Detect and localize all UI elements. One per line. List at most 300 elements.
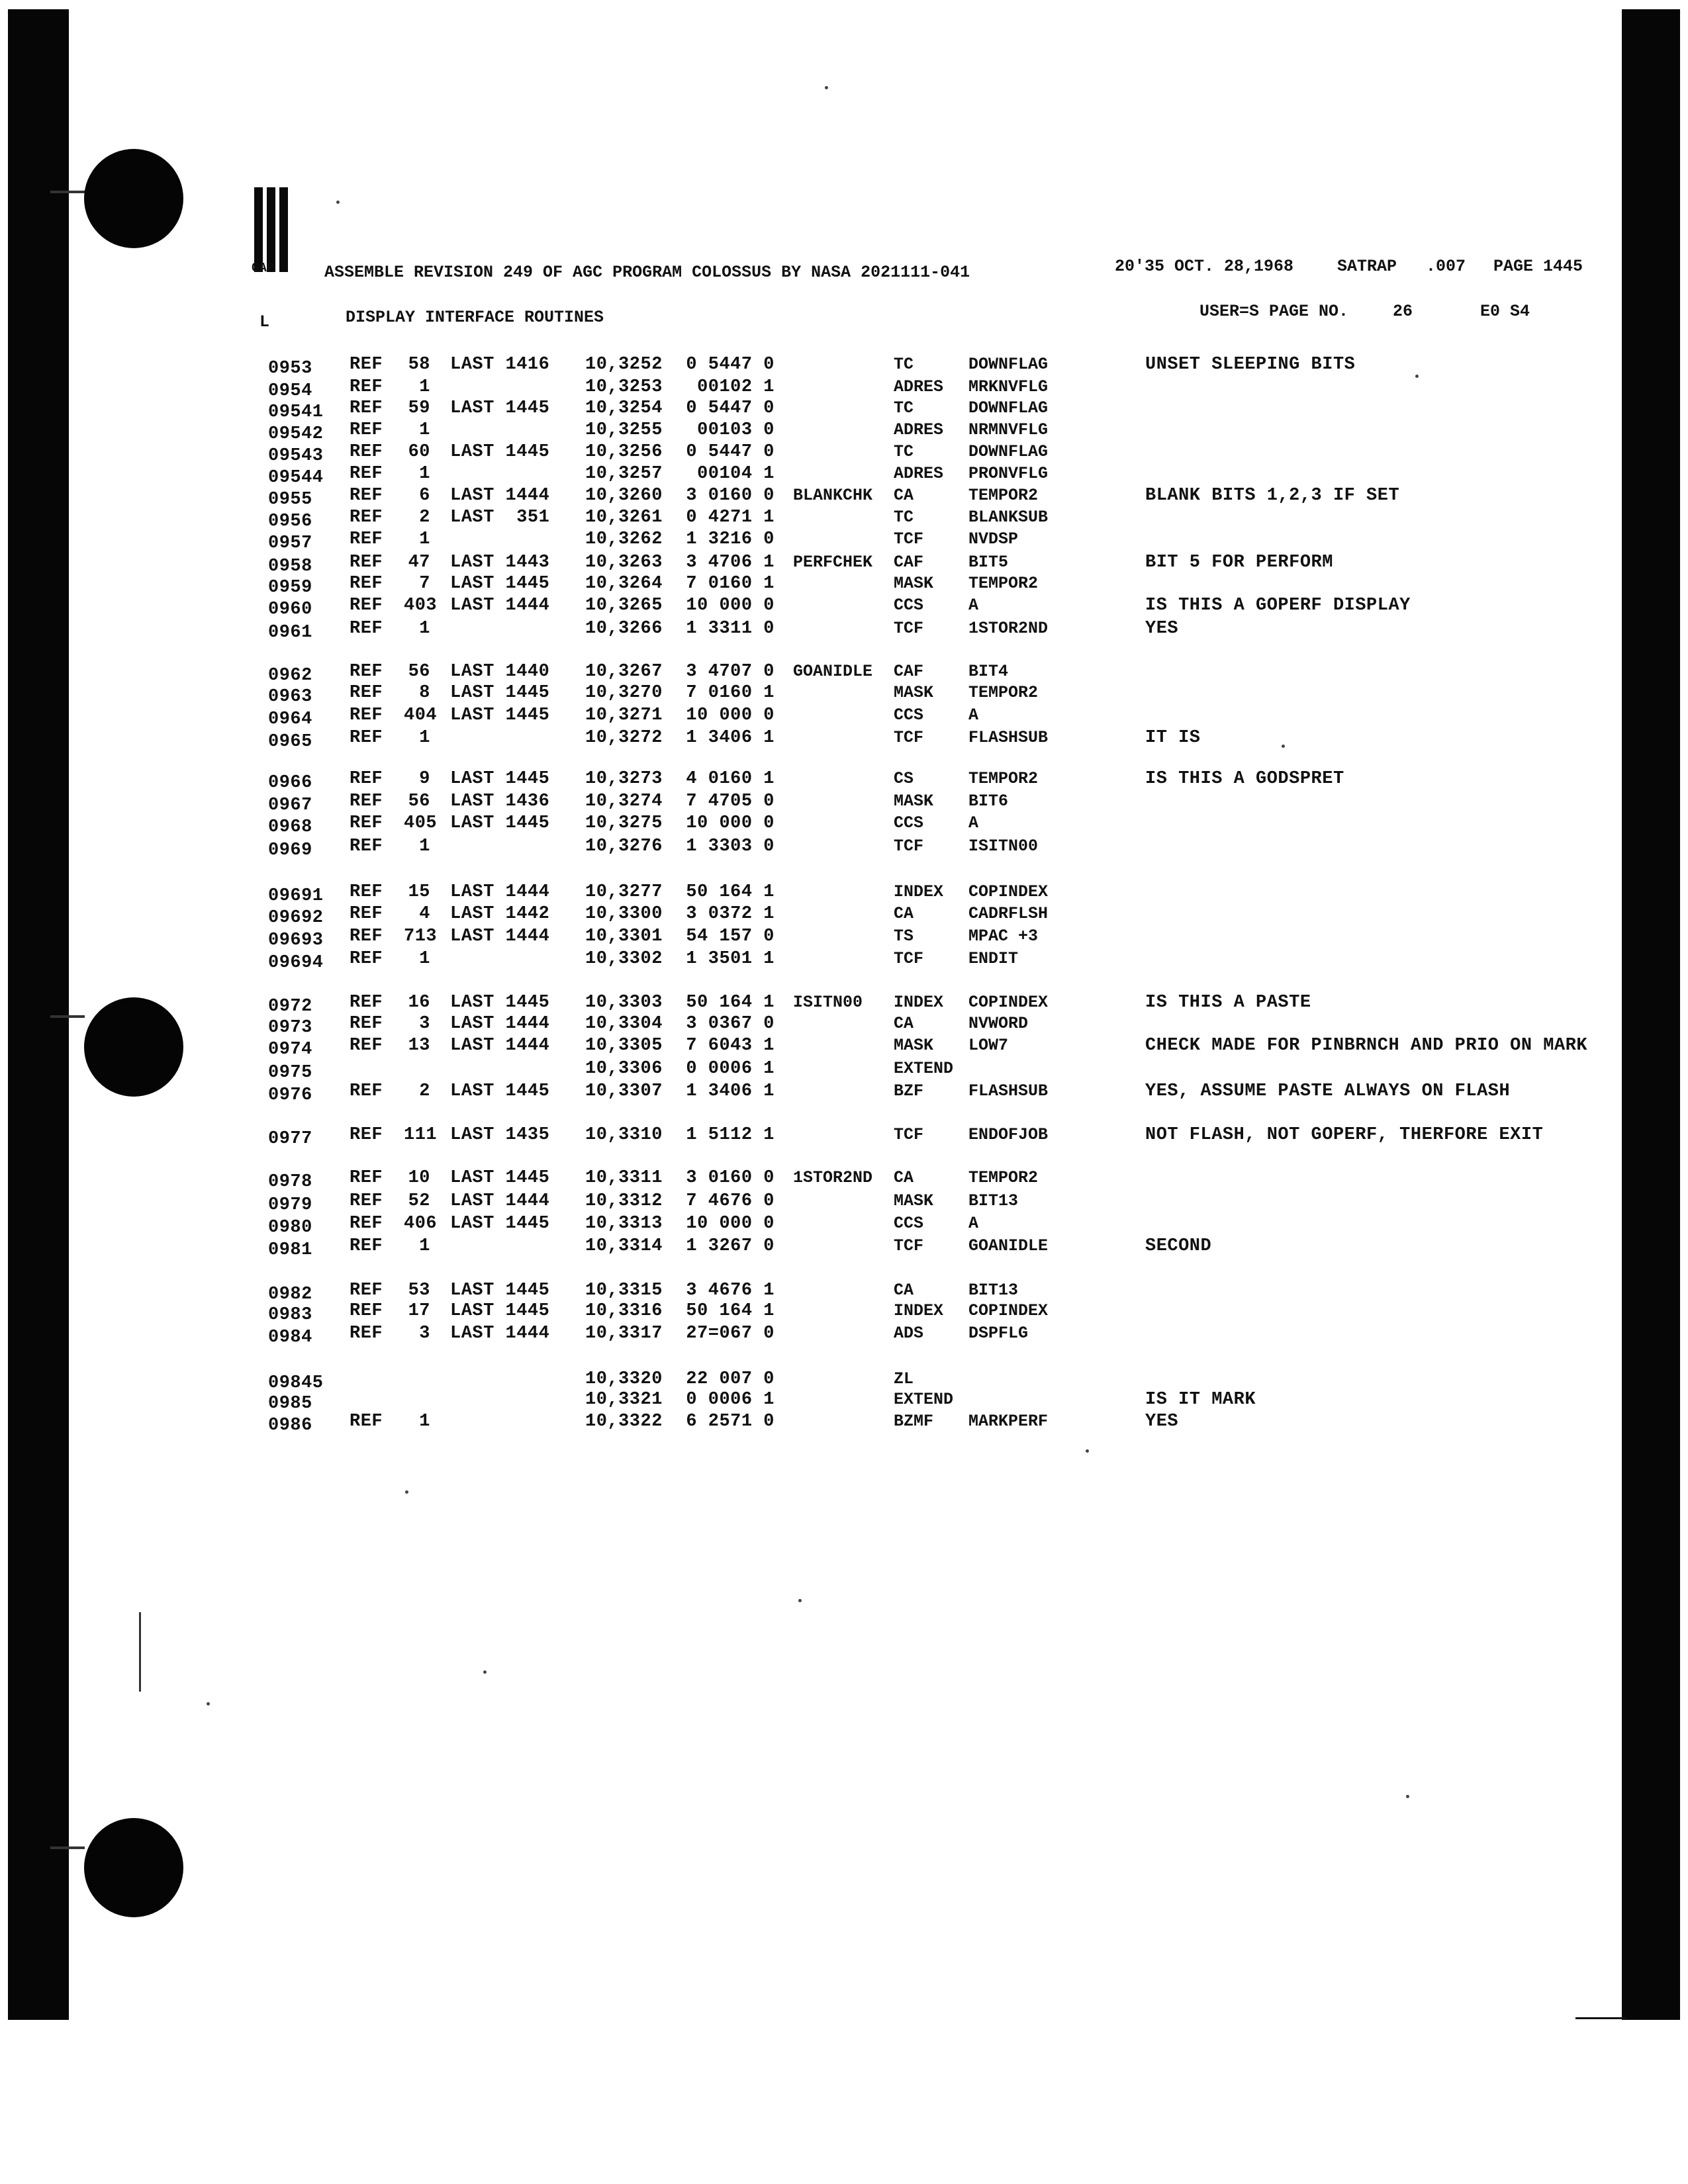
octal-word: 6 2571 0: [686, 1412, 774, 1432]
operand: DOWNFLAG: [968, 355, 1049, 374]
last-ref: LAST 1444: [450, 882, 550, 902]
section-marker: L: [259, 312, 270, 332]
address: 10,3253: [585, 377, 663, 397]
punch-hole-bottom: [84, 1818, 183, 1917]
operand: TEMPOR2: [968, 683, 1039, 702]
line-number: 09691: [268, 886, 324, 906]
octal-word: 0 0006 1: [686, 1059, 774, 1079]
hole-tick-3: [50, 1846, 85, 1849]
octal-word: 7 6043 1: [686, 1036, 774, 1056]
opcode: TC: [894, 508, 914, 527]
ref-count: 713: [404, 927, 438, 946]
ref-count: 53: [408, 1281, 430, 1300]
hole-tick-1: [50, 191, 85, 193]
line-number: 0986: [268, 1416, 312, 1435]
octal-word: 3 0372 1: [686, 904, 774, 924]
address: 10,3301: [585, 927, 663, 946]
line-number: 09693: [268, 931, 324, 950]
ref-count: 2: [419, 508, 430, 527]
address: 10,3262: [585, 529, 663, 549]
comment: IS THIS A GODSPRET: [1145, 769, 1344, 789]
scan-speck: [1282, 745, 1285, 748]
opcode: CA: [894, 486, 914, 505]
ref-keyword: REF: [350, 1236, 383, 1256]
ref-keyword: REF: [350, 728, 383, 748]
octal-word: 10 000 0: [686, 1214, 774, 1234]
opcode: EXTEND: [894, 1390, 954, 1409]
scan-speck: [1415, 375, 1419, 378]
ref-keyword: REF: [350, 1125, 383, 1145]
address: 10,3306: [585, 1059, 663, 1079]
ref-count: 60: [408, 442, 430, 462]
ref-count: 58: [408, 355, 430, 375]
ref-count: 56: [408, 792, 430, 811]
scan-speck: [405, 1490, 408, 1494]
operand: DOWNFLAG: [968, 442, 1049, 461]
listing-version: .007: [1426, 257, 1466, 276]
last-ref: LAST 1416: [450, 355, 550, 375]
line-number: 0958: [268, 557, 312, 576]
octal-word: 0 5447 0: [686, 398, 774, 418]
ref-count: 8: [419, 683, 430, 703]
operand: COPINDEX: [968, 993, 1049, 1012]
ref-count: 3: [419, 1014, 430, 1034]
address: 10,3300: [585, 904, 663, 924]
ref-count: 1: [419, 619, 430, 639]
ref-count: 59: [408, 398, 430, 418]
ref-keyword: REF: [350, 813, 383, 833]
opcode: ADRES: [894, 464, 944, 483]
ref-keyword: REF: [350, 619, 383, 639]
ref-count: 1: [419, 728, 430, 748]
octal-word: 1 3501 1: [686, 949, 774, 969]
line-number: 09694: [268, 953, 324, 973]
comment: IS THIS A GOPERF DISPLAY: [1145, 596, 1411, 615]
ref-count: 404: [404, 705, 438, 725]
octal-word: 3 4676 1: [686, 1281, 774, 1300]
ref-keyword: REF: [350, 464, 383, 484]
operand: COPINDEX: [968, 1301, 1049, 1320]
comment: IS IT MARK: [1145, 1390, 1256, 1410]
last-ref: LAST 1445: [450, 705, 550, 725]
line-number: 0968: [268, 817, 312, 837]
opcode: TC: [894, 442, 914, 461]
last-ref: LAST 1445: [450, 683, 550, 703]
address: 10,3264: [585, 574, 663, 594]
last-ref: LAST 1445: [450, 1281, 550, 1300]
line-number: 0976: [268, 1085, 312, 1105]
listing-code: E0 S4: [1480, 302, 1530, 321]
octal-word: 22 007 0: [686, 1369, 774, 1389]
ref-count: 111: [404, 1125, 438, 1145]
operand: BIT13: [968, 1191, 1019, 1210]
ref-keyword: REF: [350, 486, 383, 506]
ref-keyword: REF: [350, 1168, 383, 1188]
opcode: CA: [894, 904, 914, 923]
last-ref: LAST 1445: [450, 1301, 550, 1321]
octal-word: 7 0160 1: [686, 683, 774, 703]
line-number: 09544: [268, 468, 324, 488]
scan-speck: [336, 201, 340, 204]
last-ref: LAST 1444: [450, 1191, 550, 1211]
operand: MPAC +3: [968, 927, 1039, 946]
ref-keyword: REF: [350, 1014, 383, 1034]
octal-word: 7 4705 0: [686, 792, 774, 811]
opcode: MASK: [894, 792, 934, 811]
opcode: ADS: [894, 1324, 924, 1343]
ref-keyword: REF: [350, 596, 383, 615]
ref-keyword: REF: [350, 1324, 383, 1343]
octal-word: 27=067 0: [686, 1324, 774, 1343]
ref-count: 7: [419, 574, 430, 594]
opcode: CCS: [894, 596, 924, 615]
ref-keyword: REF: [350, 553, 383, 572]
address: 10,3267: [585, 662, 663, 682]
punch-hole-middle: [84, 997, 183, 1097]
opcode: MASK: [894, 1191, 934, 1210]
line-number: 09541: [268, 402, 324, 422]
ref-keyword: REF: [350, 1214, 383, 1234]
opcode: ADRES: [894, 420, 944, 439]
ref-keyword: REF: [350, 1036, 383, 1056]
scan-speck: [825, 86, 828, 89]
address: 10,3255: [585, 420, 663, 440]
last-ref: LAST 1445: [450, 1168, 550, 1188]
ref-count: 3: [419, 1324, 430, 1343]
last-ref: LAST 1445: [450, 769, 550, 789]
line-number: 0965: [268, 732, 312, 752]
opcode: MASK: [894, 683, 934, 702]
address: 10,3305: [585, 1036, 663, 1056]
ref-count: 10: [408, 1168, 430, 1188]
operand: NRMNVFLG: [968, 420, 1049, 439]
comment: UNSET SLEEPING BITS: [1145, 355, 1356, 375]
line-number: 0974: [268, 1040, 312, 1060]
ref-count: 1: [419, 420, 430, 440]
opcode: BZMF: [894, 1412, 934, 1431]
octal-word: 54 157 0: [686, 927, 774, 946]
ref-count: 6: [419, 486, 430, 506]
ref-keyword: REF: [350, 683, 383, 703]
ref-count: 1: [419, 949, 430, 969]
operand: BIT5: [968, 553, 1009, 572]
ref-count: 16: [408, 993, 430, 1013]
address: 10,3276: [585, 837, 663, 856]
opcode: TC: [894, 355, 914, 374]
address: 10,3304: [585, 1014, 663, 1034]
operand: PRONVFLG: [968, 464, 1049, 483]
address: 10,3315: [585, 1281, 663, 1300]
scan-speck: [798, 1599, 802, 1602]
last-ref: LAST 1443: [450, 553, 550, 572]
ref-keyword: REF: [350, 355, 383, 375]
opcode: TCF: [894, 1125, 924, 1144]
operand: MRKNVFLG: [968, 377, 1049, 396]
octal-word: 10 000 0: [686, 813, 774, 833]
address: 10,3260: [585, 486, 663, 506]
octal-word: 7 0160 1: [686, 574, 774, 594]
operand: CADRFLSH: [968, 904, 1049, 923]
line-number: 0977: [268, 1129, 312, 1149]
operand: BIT6: [968, 792, 1009, 811]
address: 10,3256: [585, 442, 663, 462]
octal-word: 1 3267 0: [686, 1236, 774, 1256]
ref-keyword: REF: [350, 769, 383, 789]
scan-mark: [139, 1612, 141, 1692]
ref-keyword: REF: [350, 508, 383, 527]
opcode: CA: [894, 1281, 914, 1300]
octal-word: 0 5447 0: [686, 355, 774, 375]
ref-count: 4: [419, 904, 430, 924]
operand: ENDIT: [968, 949, 1019, 968]
line-number: 09692: [268, 908, 324, 928]
ref-keyword: REF: [350, 574, 383, 594]
address: 10,3275: [585, 813, 663, 833]
opcode: CA: [894, 1168, 914, 1187]
operand: MARKPERF: [968, 1412, 1049, 1431]
opcode: CCS: [894, 705, 924, 725]
octal-word: 00103 0: [697, 420, 774, 440]
last-ref: LAST 1444: [450, 1014, 550, 1034]
ref-count: 9: [419, 769, 430, 789]
octal-word: 1 5112 1: [686, 1125, 774, 1145]
scan-speck: [1086, 1449, 1089, 1453]
page-mark: GAP: [252, 261, 275, 275]
scan-speck: [483, 1670, 487, 1674]
opcode: TCF: [894, 728, 924, 747]
octal-word: 1 3406 1: [686, 728, 774, 748]
line-number: 0973: [268, 1018, 312, 1038]
right-page-edge: [1622, 9, 1680, 2020]
opcode: INDEX: [894, 1301, 944, 1320]
line-number: 0982: [268, 1285, 312, 1304]
ref-keyword: REF: [350, 904, 383, 924]
left-page-edge: [8, 9, 69, 2020]
line-number: 09542: [268, 424, 324, 444]
ref-count: 2: [419, 1081, 430, 1101]
octal-word: 00104 1: [697, 464, 774, 484]
last-ref: LAST 1436: [450, 792, 550, 811]
address: 10,3320: [585, 1369, 663, 1389]
last-ref: LAST 1445: [450, 1214, 550, 1234]
last-ref: LAST 1445: [450, 574, 550, 594]
line-number: 0985: [268, 1394, 312, 1414]
listing-program: SATRAP: [1337, 257, 1397, 276]
operand: GOANIDLE: [968, 1236, 1049, 1255]
ref-count: 52: [408, 1191, 430, 1211]
operand: TEMPOR2: [968, 1168, 1039, 1187]
address: 10,3316: [585, 1301, 663, 1321]
ref-keyword: REF: [350, 662, 383, 682]
opcode: TS: [894, 927, 914, 946]
address: 10,3277: [585, 882, 663, 902]
opcode: TCF: [894, 1236, 924, 1255]
line-number: 0953: [268, 359, 312, 379]
last-ref: LAST 1444: [450, 1324, 550, 1343]
ref-keyword: REF: [350, 1081, 383, 1101]
operand: FLASHSUB: [968, 1081, 1049, 1101]
listing-datetime: 20'35 OCT. 28,1968: [1115, 257, 1294, 276]
ref-count: 406: [404, 1214, 438, 1234]
users-page-label: USER=S PAGE NO.: [1199, 302, 1349, 321]
opcode: MASK: [894, 1036, 934, 1055]
ref-count: 13: [408, 1036, 430, 1056]
octal-word: 1 3311 0: [686, 619, 774, 639]
operand: BIT13: [968, 1281, 1019, 1300]
address: 10,3311: [585, 1168, 663, 1188]
octal-word: 50 164 1: [686, 882, 774, 902]
ref-keyword: REF: [350, 398, 383, 418]
operand: TEMPOR2: [968, 486, 1039, 505]
opcode: TCF: [894, 529, 924, 549]
line-number: 0966: [268, 773, 312, 793]
comment: YES, ASSUME PASTE ALWAYS ON FLASH: [1145, 1081, 1511, 1101]
listing-page-number: PAGE 1445: [1493, 257, 1583, 276]
operand: 1STOR2ND: [968, 619, 1049, 638]
line-number: 0960: [268, 600, 312, 619]
line-number: 0983: [268, 1305, 312, 1325]
operand: A: [968, 1214, 979, 1233]
comment: CHECK MADE FOR PINBRNCH AND PRIO ON MARK: [1145, 1036, 1588, 1056]
address: 10,3303: [585, 993, 663, 1013]
last-ref: LAST 1445: [450, 398, 550, 418]
line-number: 0956: [268, 512, 312, 531]
last-ref: LAST 1445: [450, 442, 550, 462]
opcode: BZF: [894, 1081, 924, 1101]
last-ref: LAST 1444: [450, 486, 550, 506]
ref-count: 1: [419, 837, 430, 856]
opcode: ADRES: [894, 377, 944, 396]
address: 10,3313: [585, 1214, 663, 1234]
line-number: 0959: [268, 578, 312, 598]
line-number: 0984: [268, 1328, 312, 1347]
operand: NVWORD: [968, 1014, 1029, 1033]
comment: BIT 5 FOR PERFORM: [1145, 553, 1333, 572]
address: 10,3317: [585, 1324, 663, 1343]
line-number: 0981: [268, 1240, 312, 1260]
line-number: 0967: [268, 796, 312, 815]
label: PERFCHEK: [793, 553, 873, 572]
octal-word: 4 0160 1: [686, 769, 774, 789]
octal-word: 0 5447 0: [686, 442, 774, 462]
ref-keyword: REF: [350, 1412, 383, 1432]
hole-tick-2: [50, 1015, 85, 1018]
address: 10,3307: [585, 1081, 663, 1101]
opcode: TCF: [894, 619, 924, 638]
operand: NVDSP: [968, 529, 1019, 549]
octal-word: 1 3406 1: [686, 1081, 774, 1101]
ref-count: 47: [408, 553, 430, 572]
address: 10,3272: [585, 728, 663, 748]
address: 10,3254: [585, 398, 663, 418]
last-ref: LAST 1445: [450, 993, 550, 1013]
octal-word: 3 0367 0: [686, 1014, 774, 1034]
ref-count: 15: [408, 882, 430, 902]
ref-keyword: REF: [350, 837, 383, 856]
octal-word: 3 4706 1: [686, 553, 774, 572]
ref-count: 405: [404, 813, 438, 833]
address: 10,3261: [585, 508, 663, 527]
operand: FLASHSUB: [968, 728, 1049, 747]
ref-keyword: REF: [350, 882, 383, 902]
last-ref: LAST 1444: [450, 927, 550, 946]
address: 10,3314: [585, 1236, 663, 1256]
ref-keyword: REF: [350, 792, 383, 811]
opcode: CAF: [894, 553, 924, 572]
operand: TEMPOR2: [968, 769, 1039, 788]
operand: A: [968, 705, 979, 725]
operand: BIT4: [968, 662, 1009, 681]
operand: COPINDEX: [968, 882, 1049, 901]
address: 10,3322: [585, 1412, 663, 1432]
line-number: 0963: [268, 687, 312, 707]
line-number: 0955: [268, 490, 312, 510]
ref-keyword: REF: [350, 949, 383, 969]
ref-keyword: REF: [350, 442, 383, 462]
address: 10,3273: [585, 769, 663, 789]
operand: TEMPOR2: [968, 574, 1039, 593]
octal-word: 50 164 1: [686, 993, 774, 1013]
opcode: TC: [894, 398, 914, 418]
address: 10,3302: [585, 949, 663, 969]
label: 1STOR2ND: [793, 1168, 873, 1187]
opcode: EXTEND: [894, 1059, 954, 1078]
ref-keyword: REF: [350, 927, 383, 946]
octal-word: 3 0160 0: [686, 1168, 774, 1188]
operand: A: [968, 813, 979, 833]
opcode: CS: [894, 769, 914, 788]
line-number: 0972: [268, 997, 312, 1017]
line-number: 0979: [268, 1195, 312, 1215]
ref-keyword: REF: [350, 420, 383, 440]
opcode: ZL: [894, 1369, 914, 1388]
address: 10,3265: [585, 596, 663, 615]
line-number: 0964: [268, 709, 312, 729]
address: 10,3266: [585, 619, 663, 639]
binder-bars-mark: [254, 187, 299, 272]
line-number: 0962: [268, 666, 312, 686]
comment: SECOND: [1145, 1236, 1212, 1256]
opcode: INDEX: [894, 882, 944, 901]
ref-count: 17: [408, 1301, 430, 1321]
octal-word: 7 4676 0: [686, 1191, 774, 1211]
address: 10,3271: [585, 705, 663, 725]
operand: LOW7: [968, 1036, 1009, 1055]
opcode: TCF: [894, 837, 924, 856]
operand: DSPFLG: [968, 1324, 1029, 1343]
last-ref: LAST 1445: [450, 1081, 550, 1101]
ref-count: 56: [408, 662, 430, 682]
address: 10,3310: [585, 1125, 663, 1145]
scan-speck: [207, 1702, 210, 1706]
line-number: 09543: [268, 446, 324, 466]
ref-count: 403: [404, 596, 438, 615]
ref-keyword: REF: [350, 529, 383, 549]
address: 10,3312: [585, 1191, 663, 1211]
last-ref: LAST 1442: [450, 904, 550, 924]
last-ref: LAST 1444: [450, 1036, 550, 1056]
last-ref: LAST 1440: [450, 662, 550, 682]
operand: A: [968, 596, 979, 615]
operand: DOWNFLAG: [968, 398, 1049, 418]
line-number: 0978: [268, 1172, 312, 1192]
ref-keyword: REF: [350, 1281, 383, 1300]
line-number: 0961: [268, 623, 312, 643]
ref-keyword: REF: [350, 705, 383, 725]
octal-word: 3 0160 0: [686, 486, 774, 506]
address: 10,3274: [585, 792, 663, 811]
section-title: DISPLAY INTERFACE ROUTINES: [346, 308, 604, 327]
